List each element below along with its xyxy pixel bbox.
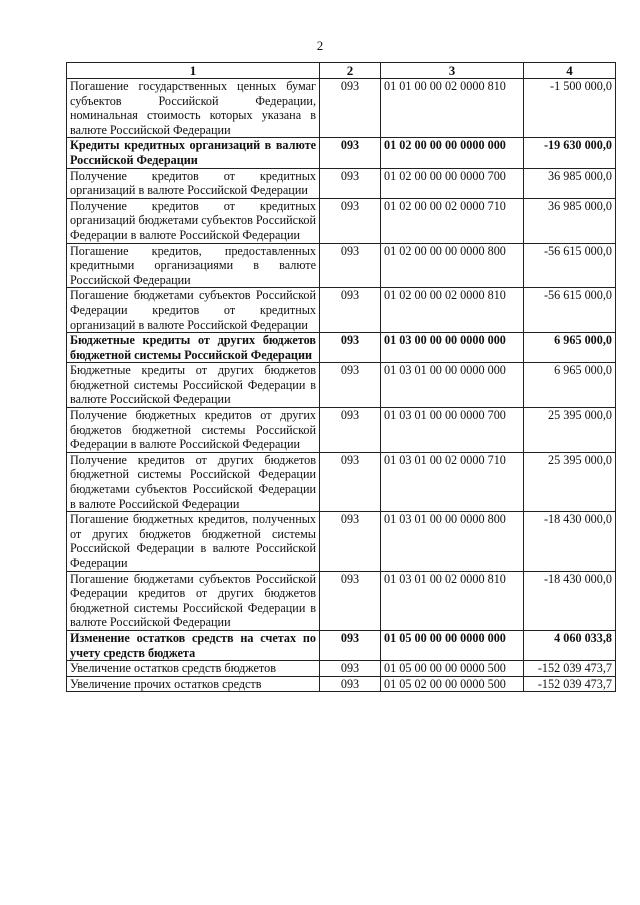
- header-col-4: 4: [524, 63, 616, 79]
- row-name-cell: Кредиты кредитных организаций в валюте Российской Федерации: [67, 138, 320, 168]
- row-amount-cell: 6 965 000,0: [524, 363, 616, 408]
- row-classification-code-cell: 01 03 01 00 00 0000 000: [381, 363, 524, 408]
- row-classification-code-cell: 01 03 00 00 00 0000 000: [381, 333, 524, 363]
- row-amount-cell: -19 630 000,0: [524, 138, 616, 168]
- table-row: [67, 630, 616, 660]
- row-amount-cell: -56 615 000,0: [524, 243, 616, 288]
- row-admin-code-cell: 093: [320, 198, 381, 243]
- row-amount-cell: 6 965 000,0: [524, 333, 616, 363]
- row-name-cell: Погашение бюджетами субъектов Российской Федерации кредитов от кредитных организаций в валюте Российской Федерации: [67, 288, 320, 333]
- row-classification-code-cell: 01 02 00 00 00 0000 800: [381, 243, 524, 288]
- row-classification-code-cell: 01 03 01 00 02 0000 710: [381, 452, 524, 511]
- table-row: [67, 138, 616, 168]
- row-name-cell: Увеличение прочих остатков средств: [67, 676, 320, 692]
- row-admin-code-cell: 093: [320, 408, 381, 453]
- row-name-cell: Изменение остатков средств на счетах по учету средств бюджета: [67, 630, 320, 660]
- row-amount-cell: 4 060 033,8: [524, 630, 616, 660]
- row-name-cell: Бюджетные кредиты от других бюджетов бюджетной системы Российской Федерации в валюте Российской Федерации: [67, 363, 320, 408]
- row-admin-code-cell: 093: [320, 79, 381, 138]
- row-amount-cell: -152 039 473,7: [524, 676, 616, 692]
- row-admin-code-cell: 093: [320, 452, 381, 511]
- table-row: [67, 408, 616, 453]
- table-header-row: [67, 63, 616, 79]
- row-name-cell: Увеличение остатков средств бюджетов: [67, 661, 320, 677]
- row-admin-code-cell: 093: [320, 243, 381, 288]
- table-row: [67, 661, 616, 677]
- table-row: [67, 198, 616, 243]
- row-name-cell: Получение кредитов от кредитных организаций бюджетами субъектов Российской Федерации в валюте Российской Федерации: [67, 198, 320, 243]
- budget-sources-table: [66, 62, 616, 692]
- table-row: [67, 333, 616, 363]
- row-admin-code-cell: 093: [320, 288, 381, 333]
- row-admin-code-cell: 093: [320, 512, 381, 571]
- row-name-cell: Получение бюджетных кредитов от других бюджетов бюджетной системы Российской Федерации в валюте Российской Федерации: [67, 408, 320, 453]
- table-row: [67, 243, 616, 288]
- header-col-2: 2: [320, 63, 381, 79]
- row-name-cell: Получение кредитов от кредитных организаций в валюте Российской Федерации: [67, 168, 320, 198]
- row-name-cell: Получение кредитов от других бюджетов бюджетной системы Российской Федерации бюджетами субъектов Российской Федерации в валюте Российской Федерации: [67, 452, 320, 511]
- row-name-cell: Погашение бюджетами субъектов Российской Федерации кредитов от других бюджетов бюджетной системы Российской Федерации в валюте Российской Федерации: [67, 571, 320, 630]
- header-col-1: 1: [67, 63, 320, 79]
- row-classification-code-cell: 01 05 00 00 00 0000 000: [381, 630, 524, 660]
- header-col-3: 3: [381, 63, 524, 79]
- table-row: [67, 288, 616, 333]
- row-amount-cell: 36 985 000,0: [524, 198, 616, 243]
- row-classification-code-cell: 01 02 00 00 02 0000 710: [381, 198, 524, 243]
- table-row: [67, 363, 616, 408]
- row-amount-cell: 25 395 000,0: [524, 452, 616, 511]
- table-row: [67, 571, 616, 630]
- row-classification-code-cell: 01 03 01 00 00 0000 700: [381, 408, 524, 453]
- row-admin-code-cell: 093: [320, 168, 381, 198]
- page-number: 2: [316, 38, 324, 53]
- row-admin-code-cell: 093: [320, 661, 381, 677]
- row-admin-code-cell: 093: [320, 571, 381, 630]
- row-name-cell: Погашение государственных ценных бумаг субъектов Российской Федерации, номинальная стоимость которых указана в валюте Российской Федерации: [67, 79, 320, 138]
- row-classification-code-cell: 01 02 00 00 00 0000 000: [381, 138, 524, 168]
- table-row: [67, 168, 616, 198]
- row-name-cell: Погашение кредитов, предоставленных кредитными организациями в валюте Российской Федерации: [67, 243, 320, 288]
- row-classification-code-cell: 01 02 00 00 02 0000 810: [381, 288, 524, 333]
- row-amount-cell: -18 430 000,0: [524, 571, 616, 630]
- row-admin-code-cell: 093: [320, 363, 381, 408]
- row-admin-code-cell: 093: [320, 138, 381, 168]
- row-name-cell: Бюджетные кредиты от других бюджетов бюджетной системы Российской Федерации: [67, 333, 320, 363]
- table-row: [67, 512, 616, 571]
- row-amount-cell: -56 615 000,0: [524, 288, 616, 333]
- table-body: [67, 79, 616, 692]
- row-amount-cell: 36 985 000,0: [524, 168, 616, 198]
- row-classification-code-cell: 01 05 02 00 00 0000 500: [381, 676, 524, 692]
- row-classification-code-cell: 01 03 01 00 02 0000 810: [381, 571, 524, 630]
- row-classification-code-cell: 01 01 00 00 02 0000 810: [381, 79, 524, 138]
- row-amount-cell: 25 395 000,0: [524, 408, 616, 453]
- row-name-cell: Погашение бюджетных кредитов, полученных от других бюджетов бюджетной системы Российской Федерации в валюте Российской Федерации: [67, 512, 320, 571]
- row-admin-code-cell: 093: [320, 333, 381, 363]
- row-amount-cell: -152 039 473,7: [524, 661, 616, 677]
- row-admin-code-cell: 093: [320, 630, 381, 660]
- table-row: [67, 452, 616, 511]
- row-amount-cell: -1 500 000,0: [524, 79, 616, 138]
- table-row: [67, 676, 616, 692]
- row-classification-code-cell: 01 05 00 00 00 0000 500: [381, 661, 524, 677]
- row-classification-code-cell: 01 02 00 00 00 0000 700: [381, 168, 524, 198]
- row-classification-code-cell: 01 03 01 00 00 0000 800: [381, 512, 524, 571]
- row-amount-cell: -18 430 000,0: [524, 512, 616, 571]
- table-row: [67, 79, 616, 138]
- row-admin-code-cell: 093: [320, 676, 381, 692]
